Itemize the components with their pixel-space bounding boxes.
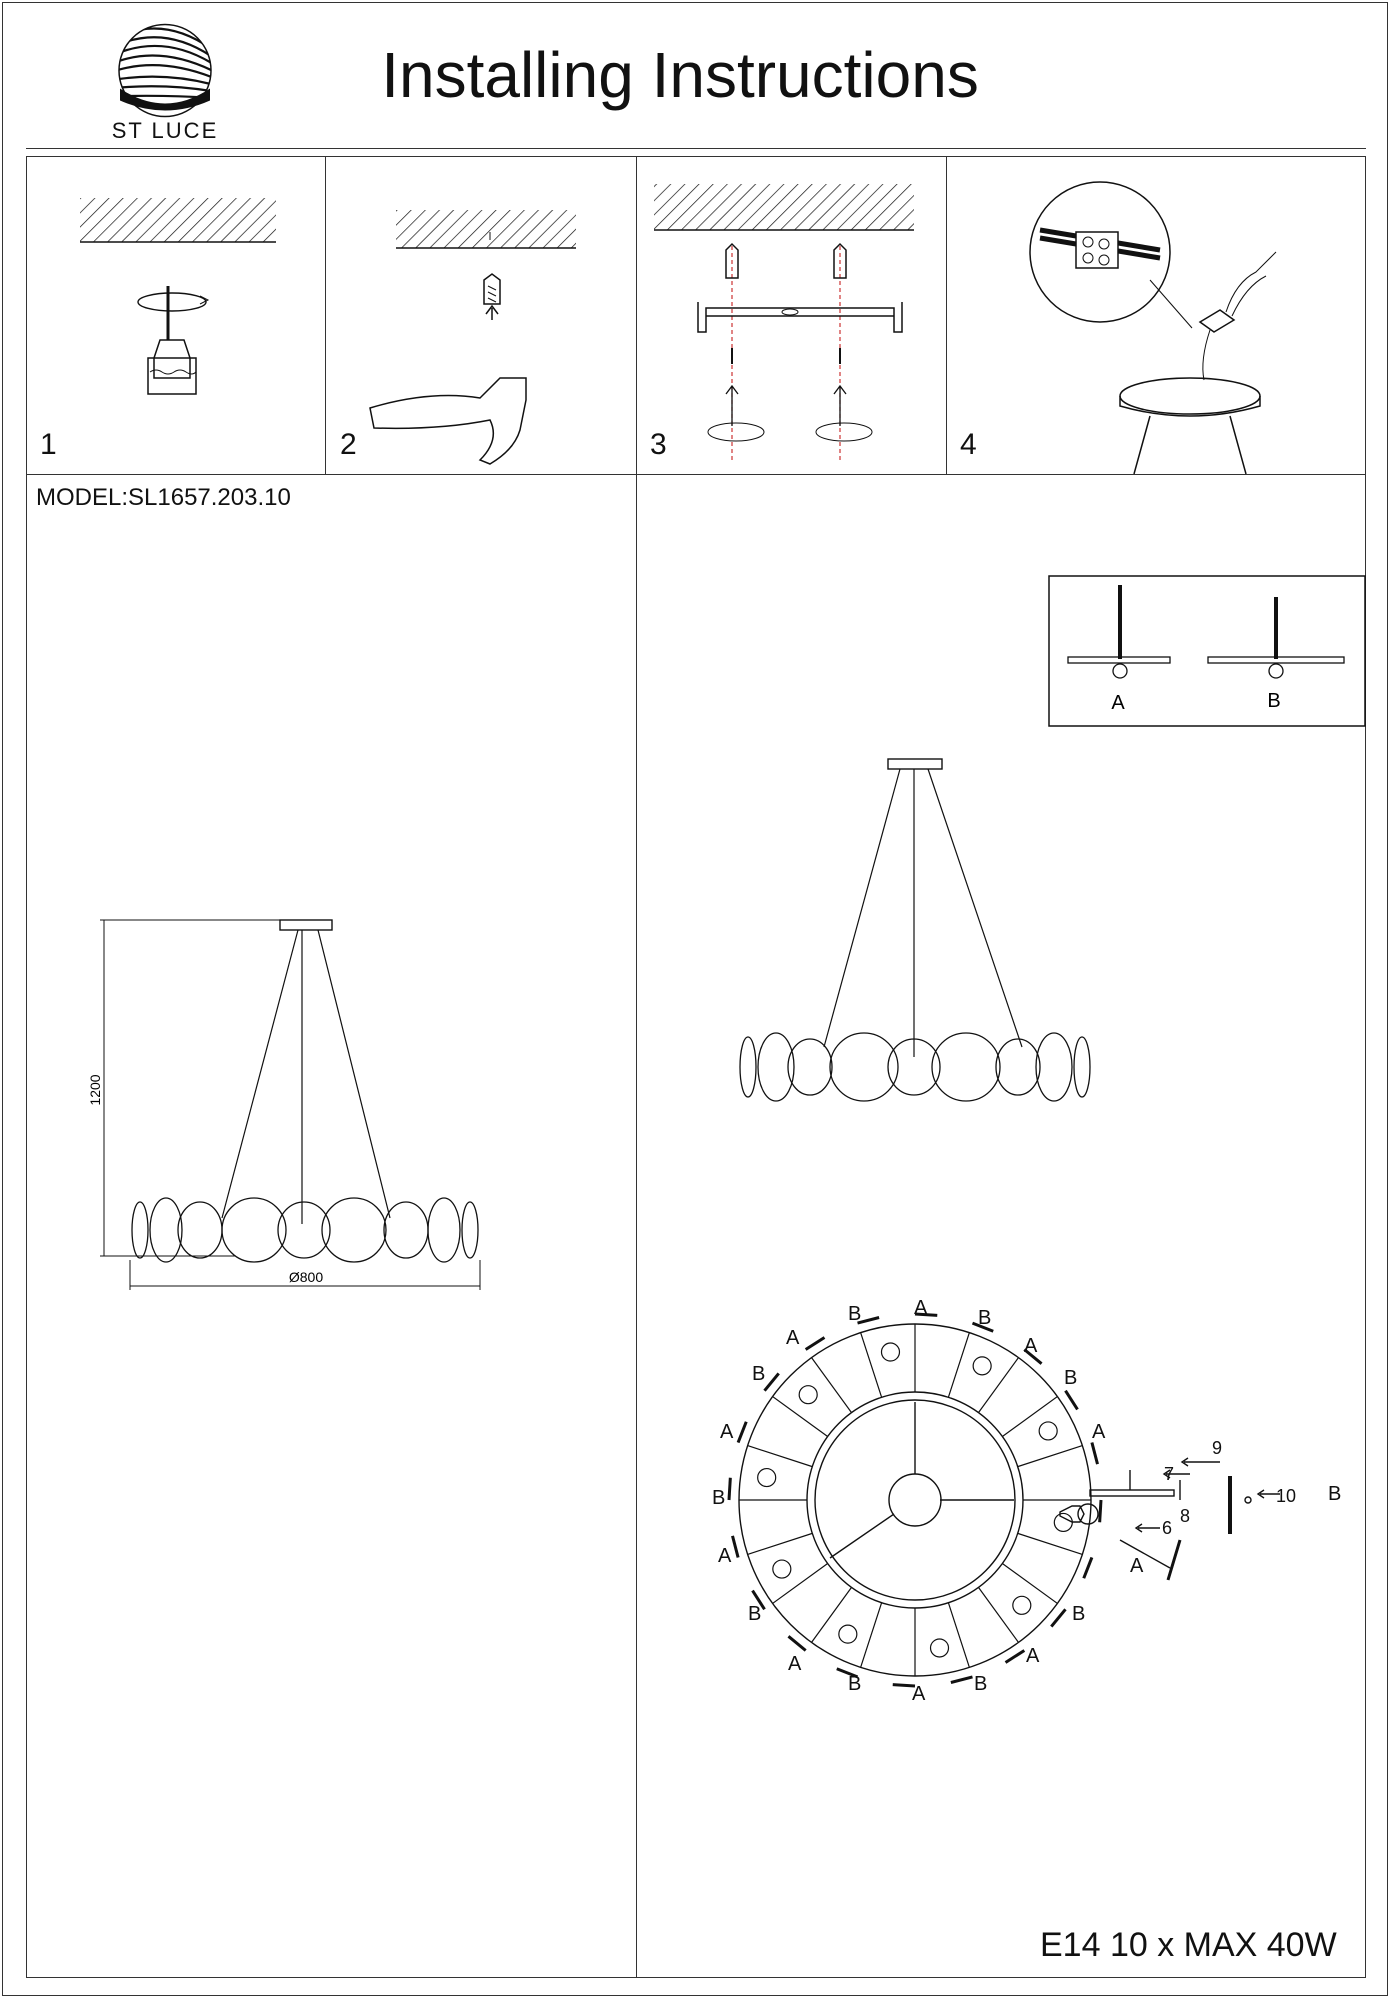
panel-divider	[861, 1603, 882, 1668]
part-number-6: 6	[1162, 1518, 1173, 1538]
step-number-4: 4	[960, 428, 977, 461]
panel-divider	[978, 1587, 1018, 1642]
chandelier-dimension-drawing	[60, 900, 500, 1300]
svg-text:A: A	[720, 1421, 734, 1443]
panel-divider	[1018, 1533, 1083, 1554]
svg-text:A: A	[1024, 1335, 1038, 1357]
bulb-icon	[758, 1469, 776, 1487]
bulb-icon	[799, 1386, 817, 1404]
panel-divider	[1002, 1563, 1057, 1603]
step-number-1: 1	[40, 428, 57, 461]
outer-panel	[1092, 1443, 1098, 1465]
part-number-8: 8	[1180, 1506, 1191, 1526]
svg-text:A: A	[788, 1653, 802, 1675]
ceiling-hatch	[80, 198, 276, 242]
panel-divider	[773, 1397, 828, 1437]
outer-panel	[806, 1338, 825, 1350]
panel-divider	[1018, 1446, 1083, 1467]
panel-divider	[948, 1603, 969, 1668]
svg-text:A: A	[1092, 1421, 1106, 1443]
step-number-2: 2	[340, 428, 357, 461]
panel-divider	[812, 1587, 852, 1642]
panel-divider	[773, 1563, 828, 1603]
col-divider-3	[946, 156, 947, 474]
step-number-3: 3	[650, 428, 667, 461]
bulb-icon	[1039, 1422, 1057, 1440]
outer-panel	[1006, 1650, 1025, 1662]
panel-divider	[978, 1358, 1018, 1413]
bulb-icon	[1054, 1513, 1072, 1531]
diameter-dimension-label: Ø800	[288, 1269, 324, 1285]
outer-panel	[729, 1478, 730, 1500]
outer-panel	[738, 1422, 746, 1443]
col-divider-1	[325, 156, 326, 474]
bulb-icon	[881, 1343, 899, 1361]
svg-text:B: B	[712, 1487, 726, 1509]
bulb-icon	[773, 1560, 791, 1578]
outer-panel	[1065, 1391, 1077, 1410]
mount-type-a-label: A	[1111, 692, 1125, 714]
svg-text:B: B	[1064, 1367, 1078, 1389]
svg-text:A: A	[912, 1683, 926, 1705]
svg-text:B: B	[974, 1673, 988, 1695]
chandelier-side-view	[730, 755, 1100, 1115]
col-divider-2	[636, 156, 637, 1978]
step2-hammer-illustration	[360, 190, 600, 470]
mount-type-detail	[1048, 575, 1368, 729]
outer-panel	[765, 1373, 779, 1390]
panel-divider	[861, 1333, 882, 1398]
svg-text:A: A	[1026, 1645, 1040, 1667]
bulb-icon	[1013, 1596, 1031, 1614]
chandelier-ring-side	[132, 1198, 478, 1262]
svg-text:B: B	[848, 1673, 862, 1695]
svg-text:B: B	[748, 1603, 762, 1625]
outer-panel	[732, 1536, 738, 1558]
part-number-9: 9	[1212, 1438, 1223, 1458]
bulb-icon	[839, 1625, 857, 1643]
outer-panel	[951, 1677, 973, 1683]
part-number-10: 10	[1276, 1486, 1297, 1506]
step4-wiring-illustration	[1000, 180, 1300, 474]
svg-text:B: B	[752, 1363, 766, 1385]
bulb-icon	[973, 1357, 991, 1375]
header-divider	[26, 148, 1366, 149]
part-number-7: 7	[1164, 1464, 1175, 1484]
panel-divider	[748, 1533, 813, 1554]
outer-panel	[1051, 1609, 1065, 1626]
svg-text:A: A	[1130, 1555, 1144, 1577]
panel-divider	[1002, 1397, 1057, 1437]
panel-divider	[748, 1446, 813, 1467]
svg-text:B: B	[1328, 1483, 1342, 1505]
svg-text:B: B	[1072, 1603, 1086, 1625]
step1-drill-illustration	[60, 190, 300, 410]
page-title: Installing Instructions	[381, 39, 979, 111]
svg-text:A: A	[914, 1297, 928, 1319]
svg-text:B: B	[848, 1303, 862, 1325]
outer-panel	[1100, 1500, 1101, 1522]
steps-row-divider	[26, 474, 1366, 475]
panel-divider	[812, 1358, 852, 1413]
bulb-spec-label: E14 10 x MAX 40W	[1040, 1926, 1337, 1964]
mount-type-b-label: B	[1267, 690, 1281, 712]
outer-panel	[1084, 1557, 1092, 1578]
bulb-icon	[931, 1639, 949, 1657]
brand-name: ST LUCE	[111, 118, 219, 143]
model-label: MODEL:SL1657.203.10	[36, 484, 291, 511]
panel-divider	[948, 1333, 969, 1398]
chandelier-top-view-assembly	[700, 1290, 1360, 1720]
outer-panel	[788, 1636, 805, 1650]
step3-bracket-illustration	[650, 176, 940, 470]
svg-text:B: B	[978, 1307, 992, 1329]
svg-text:A: A	[718, 1545, 732, 1567]
height-dimension-label: 1200	[87, 1074, 103, 1106]
svg-text:A: A	[786, 1327, 800, 1349]
